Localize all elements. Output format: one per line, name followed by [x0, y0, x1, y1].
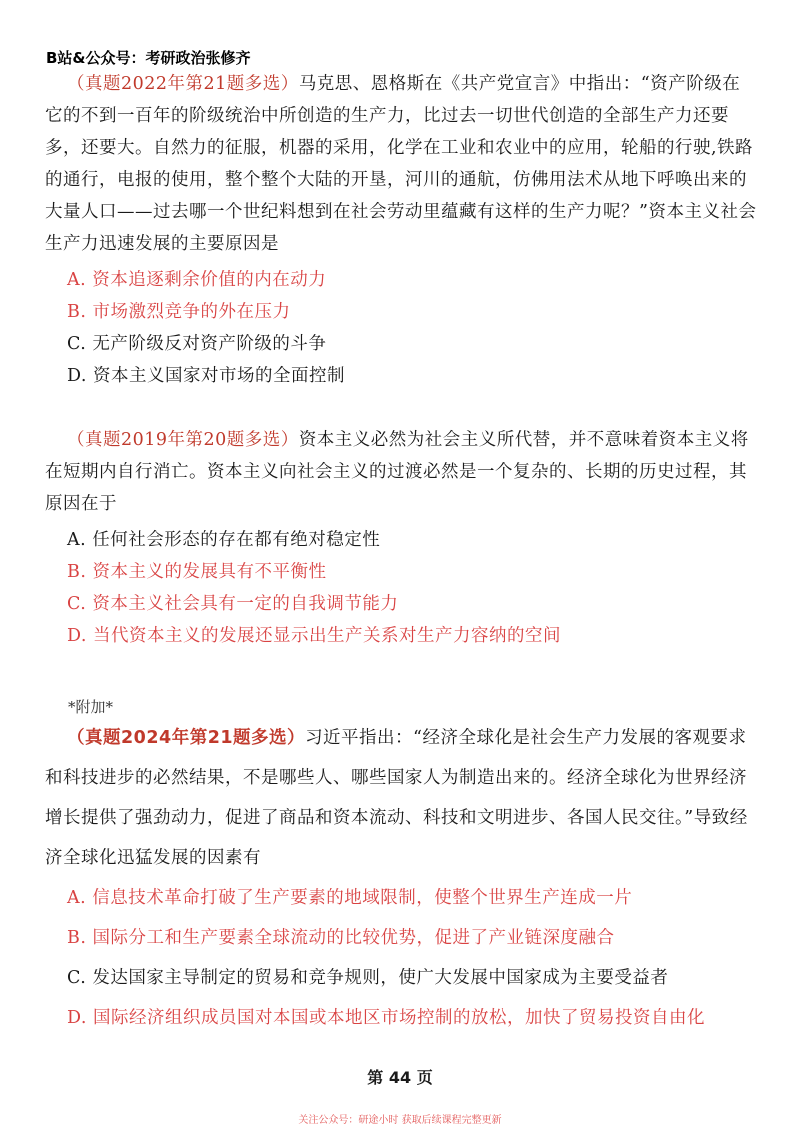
- question-text: 习近平指出：“经济全球化是社会生产力发展的客观要求和科技进步的必然结果，不是哪些人、哪些国家人为制造出来的。经济全球化为世界经济增长提供了强劲动力，促进了商品和资本流动、科技和文明进步、各国人民交往。”导致经济全球化迅猛发展的因素有: [45, 728, 748, 868]
- question-2019-20: [45, 424, 757, 652]
- question-tag: （真题2024年第21题多选）: [67, 728, 306, 748]
- page-footer: 关注公众号：研途小时 获取后续课程完整更新: [298, 1115, 502, 1126]
- option-c: C. 无产阶级反对资产阶级的斗争: [67, 334, 327, 354]
- option-d: D. 国际经济组织成员国对本国或本地区市场控制的放松，加快了贸易投资自由化: [67, 1008, 706, 1028]
- question-tag: （真题2019年第20题多选）: [67, 430, 299, 450]
- option-a: A. 资本追逐剩余价值的内在动力: [67, 270, 327, 290]
- appendix-note: *附加*: [68, 698, 114, 716]
- option-b: B. 市场激烈竞争的外在压力: [67, 302, 291, 322]
- option-b: B. 资本主义的发展具有不平衡性: [67, 562, 327, 582]
- question-stem: [45, 424, 757, 520]
- question-2022-21: [45, 68, 757, 392]
- question-text: 马克思、恩格斯在《共产党宣言》中指出：“资产阶级在它的不到一百年的阶级统治中所创造的生产力，比过去一切世代创造的全部生产力还要多，还要大。自然力的征服，机器的采用，化学在工业和农业中的应用，轮船的行驶,铁路的通行，电报的使用，整个整个大陆的开垦，河川的通航，仿佛用法术从地下呼唤出来的大量人口——过去哪一个世纪料想到在社会劳动里蕴藏有这样的生产力呢？”资本主义社会生产力迅速发展的主要原因是: [45, 74, 757, 254]
- option-d: D. 当代资本主义的发展还显示出生产关系对生产力容纳的空间: [67, 626, 562, 646]
- option-a: A. 任何社会形态的存在都有绝对稳定性: [67, 530, 381, 550]
- option-c: C. 资本主义社会具有一定的自我调节能力: [67, 594, 399, 614]
- question-stem: [45, 68, 757, 260]
- option-c: C. 发达国家主导制定的贸易和竞争规则，使广大发展中国家成为主要受益者: [67, 968, 669, 988]
- question-tag: （真题2022年第21题多选）: [67, 74, 299, 94]
- question-text: 资本主义必然为社会主义所代替，并不意味着资本主义将在短期内自行消亡。资本主义向社会主义的过渡必然是一个复杂的、长期的历史过程，其原因在于: [45, 430, 749, 514]
- option-a: A. 信息技术革命打破了生产要素的地域限制，使整个世界生产连成一片: [67, 888, 633, 908]
- page-number: 第 44 页: [367, 1068, 433, 1087]
- question-stem: [45, 718, 757, 878]
- page-header: B站&公众号：考研政治张修齐: [46, 49, 251, 67]
- option-b: B. 国际分工和生产要素全球流动的比较优势，促进了产业链深度融合: [67, 928, 615, 948]
- option-d: D. 资本主义国家对市场的全面控制: [67, 366, 346, 386]
- question-2024-21: [45, 718, 757, 1038]
